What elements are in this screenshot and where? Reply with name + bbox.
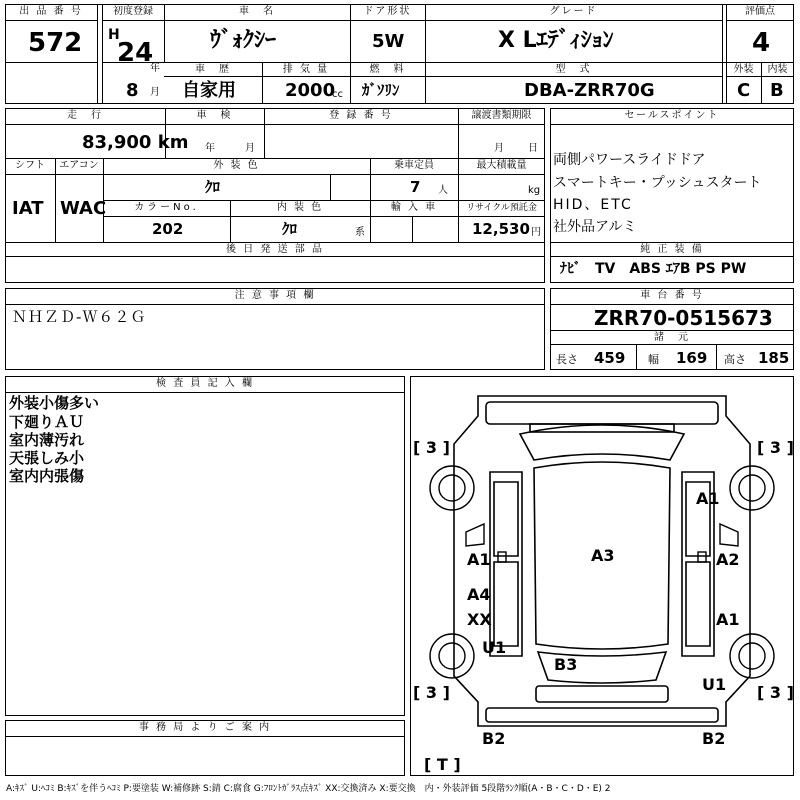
model-label: 型 式 [555, 64, 592, 75]
fuel-label: 燃 料 [369, 64, 406, 75]
wheel-rear-right [730, 634, 774, 678]
inspector-line: 天張しみ小 [9, 449, 85, 467]
registration-year: 24 [117, 38, 154, 68]
inspection-month-unit: 月 [245, 143, 255, 154]
recycle-label: リサイクル預託金 [466, 203, 537, 213]
lot-number: 572 [28, 28, 83, 58]
rear-lower-bumper [486, 708, 718, 722]
history-value: 自家用 [182, 80, 236, 101]
chassis-label: 車 台 番 号 [640, 290, 704, 301]
later-parts-label: 後 日 発 送 部 品 [226, 244, 324, 255]
import-label: 輸 入 車 [390, 202, 438, 213]
interior-color-value: ｸﾛ [282, 220, 298, 238]
transfer-month-unit: 月 [494, 143, 504, 154]
tire-rear-left: [ 3 ] [413, 683, 450, 702]
notes-value: ＮＨＺＤ-Ｗ６２Ｇ [12, 308, 147, 326]
height-value: 185 [758, 349, 790, 367]
fuel-value: ｶﾞｿﾘﾝ [362, 81, 400, 99]
height-label: 高さ [724, 353, 746, 366]
door-type: 5W [372, 31, 405, 52]
grade: X Lｴﾃﾞｨｼｮﾝ [498, 28, 614, 53]
capacity-unit: 人 [438, 185, 448, 196]
interior-grade: B [770, 80, 784, 101]
plate-label: 登 録 番 号 [329, 110, 393, 121]
inspection-year-unit: 年 [205, 143, 215, 154]
grade-label: グレード [549, 6, 598, 17]
damage-mark: A1 [716, 610, 740, 629]
damage-mark: A1 [467, 550, 491, 569]
damage-mark: B2 [482, 729, 506, 748]
interior-color-label: 内 装 色 [276, 202, 324, 213]
exterior-color-label: 外 装 色 [213, 160, 260, 171]
spec-label: 諸 元 [654, 332, 690, 343]
displacement-label: 排 気 量 [282, 64, 330, 75]
score-value: 4 [752, 28, 771, 58]
color-number-label: カラーNo. [134, 202, 199, 213]
shift-label: シフト [15, 160, 45, 171]
tire-rear-right: [ 3 ] [757, 683, 794, 702]
damage-mark: XX [467, 610, 492, 629]
equipment-label: 純 正 装 備 [640, 244, 704, 255]
legend: A:ｷｽﾞ U:ﾍｺﾐ B:ｷｽﾞを伴うﾍｺﾐ P:要塗装 W:補修跡 S:錆 C:腐食 G:ﾌﾛﾝﾄｶﾞﾗｽ点ｷｽﾞ XX:交換済み X:要交換 内・外装評価 5段階ﾗﾝｸ順(A・B・C・D・E) 2 [6, 784, 611, 794]
windshield [520, 425, 684, 460]
registration-month: 8 [126, 80, 139, 101]
sales-point-line: 両側パワースライドドア [553, 152, 706, 168]
exterior-grade: C [737, 80, 751, 101]
interior-label: 内装 [767, 64, 788, 75]
spare-tire: [ T ] [424, 755, 461, 774]
inspector-label: 検 査 員 記 入 欄 [156, 378, 254, 389]
damage-mark: A3 [591, 546, 615, 565]
max-load-label: 最大積載量 [476, 160, 527, 171]
shift-value: IAT [12, 198, 44, 219]
damage-mark: U1 [702, 675, 727, 694]
max-load-unit: kg [528, 185, 541, 196]
inspector-line: 下廻りＡＵ [9, 413, 85, 431]
color-number-value: 202 [152, 220, 184, 238]
inspection-label: 車 検 [196, 110, 233, 121]
sales-point-label: セールスポイント [624, 110, 720, 121]
length-label: 長さ [556, 353, 578, 366]
sales-point-line: スマートキー・プッシュスタート [553, 175, 762, 191]
aircon-value: WAC [60, 198, 107, 219]
mileage-label: 走 行 [67, 110, 103, 121]
year-unit: 年 [150, 63, 160, 74]
office-label: 事 務 局 よ り ご 案 内 [138, 722, 272, 733]
model-value: DBA-ZRR70G [524, 80, 655, 101]
width-label: 幅 [648, 353, 659, 366]
score-label: 評価点 [745, 6, 775, 17]
wheel-front-left [430, 466, 474, 510]
displacement-value: 2000 [285, 80, 336, 101]
inspector-line: 室内内張傷 [9, 467, 85, 485]
damage-mark: A2 [716, 550, 740, 569]
transfer-day-unit: 日 [528, 143, 538, 154]
car-outline-diagram [410, 376, 794, 776]
exterior-color-value: ｸﾛ [205, 178, 221, 196]
tire-front-left: [ 3 ] [413, 438, 450, 457]
equipment-value: ﾅﾋﾞ TV ABS ｴｱB PS PW [560, 261, 747, 277]
damage-mark: B2 [702, 729, 726, 748]
front-bumper [486, 402, 718, 424]
inspector-line: 外装小傷多い [9, 394, 100, 412]
width-value: 169 [676, 349, 708, 367]
wheel-front-right [730, 466, 774, 510]
mileage-value: 83,900 km [82, 132, 189, 153]
exterior-label: 外装 [733, 64, 754, 75]
damage-mark: A1 [696, 489, 720, 508]
length-value: 459 [594, 349, 626, 367]
first-registration-label: 初度登録 [113, 6, 153, 17]
transfer-label: 譲渡書類期限 [471, 110, 532, 121]
history-label: 車 歴 [195, 64, 231, 75]
sales-point-line: 社外品アルミ [553, 219, 637, 235]
tire-front-right: [ 3 ] [757, 438, 794, 457]
damage-mark: A4 [467, 585, 491, 604]
capacity-value: 7 [410, 178, 421, 196]
displacement-unit: cc [332, 89, 343, 100]
damage-mark: B3 [554, 655, 578, 674]
rear-bumper [536, 686, 668, 702]
aircon-label: エアコン [59, 160, 99, 171]
car-name: ｳﾞｫｸｼｰ [210, 28, 277, 53]
era-letter: H [108, 27, 120, 43]
capacity-label: 乗車定員 [394, 160, 434, 171]
inspector-line: 室内薄汚れ [9, 431, 85, 449]
recycle-value: 12,530 [472, 220, 530, 238]
interior-color-unit: 系 [355, 227, 365, 238]
chassis-number: ZRR70-0515673 [594, 306, 773, 330]
damage-mark: U1 [482, 638, 507, 657]
notes-label: 注 意 事 項 欄 [234, 290, 316, 301]
month-unit: 月 [150, 87, 160, 98]
door-label: ドア形状 [363, 6, 412, 17]
recycle-unit: 円 [531, 227, 541, 238]
car-name-label: 車 名 [239, 6, 275, 17]
sales-point-line: HID、ETC [553, 197, 633, 213]
wheel-rear-left [430, 634, 474, 678]
lot-label: 出 品 番 号 [19, 6, 83, 17]
